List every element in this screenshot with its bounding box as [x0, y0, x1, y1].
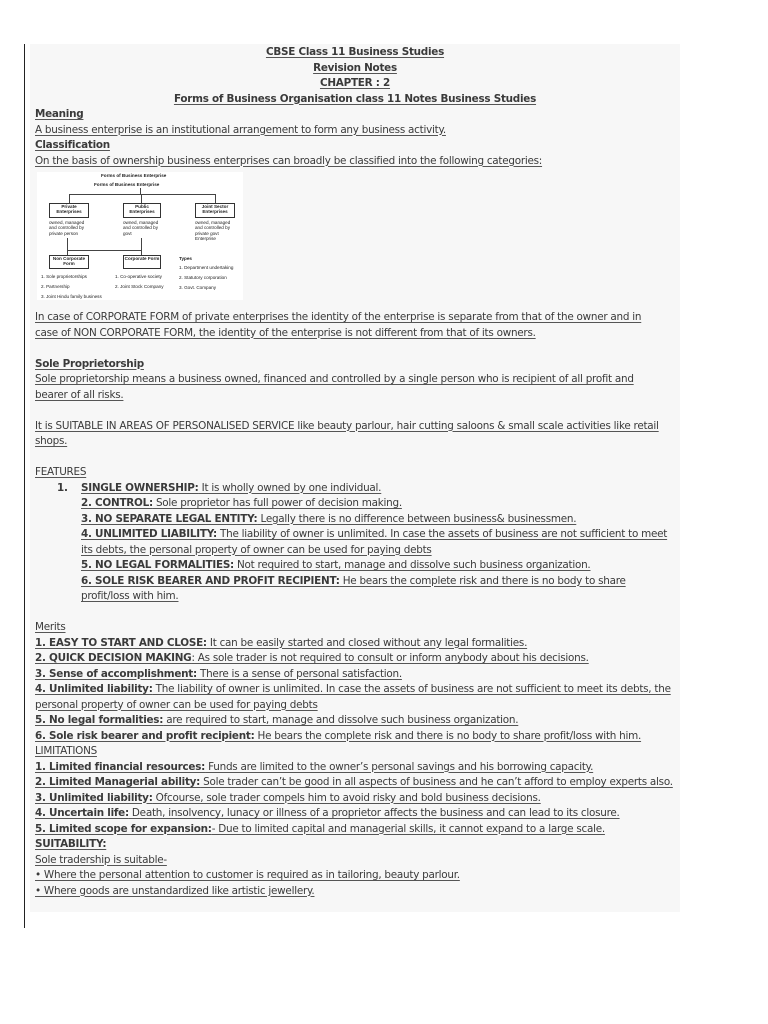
- chart-connector: [67, 250, 141, 251]
- limitation-label: 4. Uncertain life:: [35, 807, 129, 819]
- doc-title-line2: Revision Notes: [313, 61, 397, 74]
- merit-label: 4. Unlimited liability:: [35, 683, 153, 695]
- feature-item: [35, 527, 675, 558]
- suitability-heading: SUITABILITY:: [35, 838, 107, 850]
- spacer: [35, 450, 685, 466]
- chart-box-private: Private Enterprises: [49, 203, 89, 218]
- feature-label: 2. CONTROL:: [81, 497, 153, 509]
- feature-item: [35, 496, 685, 512]
- feature-text: Legally there is no difference between business& businessmen.: [257, 512, 577, 525]
- chart-types-item: 1. Department undertaking: [179, 265, 234, 270]
- chart-desc-private: owned, managed and controlled by private person: [49, 220, 85, 236]
- sole-prop-def-line2: bearer of all risks.: [35, 388, 124, 401]
- merit-label: 1. EASY TO START AND CLOSE:: [35, 636, 207, 649]
- feature-text: Not required to start, manage and dissolve such business organization.: [233, 559, 591, 571]
- corporate-note-line2: case of NON CORPORATE FORM, the identity of the enterprise is not different from that of its owners.: [35, 326, 536, 339]
- merit-text: : As sole trader is not required to consult or inform anybody about his decisions.: [191, 652, 589, 664]
- suitability-bullet: • Where the personal attention to customer is required as in tailoring, beauty parlour.: [35, 869, 460, 881]
- chart-types-label: Types: [179, 256, 192, 261]
- feature-item: [35, 512, 685, 528]
- limitation-label: 5. Limited scope for expansion:: [35, 822, 212, 835]
- merits-heading: Merits: [35, 621, 66, 633]
- merit-item: [35, 651, 685, 667]
- feature-label: 5. NO LEGAL FORMALITIES:: [81, 559, 234, 571]
- merit-label: 5. No legal formalities:: [35, 714, 164, 726]
- limitation-text: Death, insolvency, lunacy or illness of a proprietor affects the business and can lead to its closure.: [128, 807, 620, 819]
- meaning-text: A business enterprise is an institutional arrangement to form any business activity.: [35, 123, 446, 136]
- meaning-heading: Meaning: [35, 108, 84, 120]
- chart-connector: [69, 194, 70, 203]
- spacer: [35, 605, 685, 621]
- merit-item: [35, 667, 685, 683]
- limitation-item: [35, 806, 685, 822]
- limitation-label: 3. Unlimited liability:: [35, 791, 153, 804]
- feature-label: SINGLE OWNERSHIP:: [81, 481, 199, 494]
- left-margin-rule: [24, 44, 25, 928]
- document-body: [35, 45, 685, 899]
- chart-types-item: 3. Govt. Company: [179, 285, 217, 290]
- feature-label: 3. NO SEPARATE LEGAL ENTITY:: [81, 512, 258, 525]
- merit-item: [35, 729, 685, 745]
- spacer: [35, 403, 685, 419]
- feature-text: Sole proprietor has full power of decision making.: [152, 497, 402, 509]
- chart-box-joint: Joint Sector Enterprises: [195, 203, 235, 218]
- chart-noncorp-item: 3. Joint Hindu family business: [41, 294, 102, 299]
- merit-text: are required to start, manage and dissolve such business organization.: [163, 714, 519, 726]
- sole-prop-suitable-line1: It is SUITABLE IN AREAS OF PERSONALISED SERVICE like beauty parlour, hair cutting saloons & small scale activities like retail: [35, 419, 659, 432]
- doc-subtitle: Forms of Business Organisation class 11 Notes Business Studies: [173, 92, 537, 105]
- chart-subtitle: Forms of Business Enterprise: [94, 182, 160, 187]
- doc-chapter: CHAPTER : 2: [319, 77, 391, 89]
- corporate-note-line1: In case of CORPORATE FORM of private enterprises the identity of the enterprise is separate from that of the owner and in: [35, 311, 642, 323]
- chart-noncorp-item: 2. Partnership: [41, 284, 70, 289]
- limitations-heading: LIMITATIONS: [35, 745, 97, 757]
- org-chart-figure: [37, 172, 243, 300]
- feature-text: He bears the complete risk and there is no body to share profit/loss with him.: [81, 574, 626, 602]
- merit-item: [35, 636, 685, 652]
- merit-text: There is a sense of personal satisfaction.: [196, 667, 402, 680]
- chart-connector: [67, 238, 68, 250]
- doc-title-line1: CBSE Class 11 Business Studies: [265, 46, 445, 58]
- spacer: [35, 341, 685, 357]
- merit-item: [35, 713, 685, 729]
- chart-types-item: 2. Statutory corporation: [179, 275, 227, 280]
- chart-corp-item: 2. Joint Stock Company: [115, 284, 164, 289]
- features-heading: FEATURES: [35, 466, 87, 478]
- chart-desc-joint: owned, managed and controlled by private govt Enterprise: [195, 220, 231, 242]
- sole-prop-heading: Sole Proprietorship: [35, 357, 144, 370]
- merit-label: 3. Sense of accomplishment:: [35, 667, 197, 680]
- limitation-text: Sole trader can’t be good in all aspects of business and he can’t afford to employ experts also.: [200, 776, 673, 788]
- limitation-item: [35, 822, 685, 838]
- chart-connector: [215, 194, 216, 203]
- feature-text: It is wholly owned by one individual.: [198, 481, 382, 494]
- limitation-text: Ofcourse, sole trader compels him to avoid risky and bold business decisions.: [152, 791, 541, 804]
- chart-title: Forms of Business Enterprise: [101, 173, 167, 178]
- feature-number: 1.: [57, 481, 68, 494]
- suitability-bullet: • Where goods are unstandardized like artistic jewellery.: [35, 884, 315, 897]
- merit-label: 6. Sole risk bearer and profit recipient:: [35, 729, 255, 742]
- feature-item: [35, 558, 685, 574]
- merit-text: The liability of owner is unlimited. In case the assets of business are not sufficient to meet its debts, the personal property of owner can be used for paying debts: [35, 683, 671, 711]
- sole-prop-suitable-line2: shops.: [35, 435, 68, 447]
- sole-prop-def-line1: Sole proprietorship means a business owned, financed and controlled by a single person who is recipient of all profit and: [35, 373, 634, 385]
- suitability-intro: Sole tradership is suitable-: [35, 853, 167, 866]
- limitation-item: [35, 775, 685, 791]
- classification-text: On the basis of ownership business enterprises can broadly be classified into the following categories:: [35, 154, 543, 167]
- merit-text: It can be easily started and closed without any legal formalities.: [206, 636, 528, 649]
- classification-heading: Classification: [35, 139, 110, 151]
- merit-item: [35, 682, 675, 713]
- chart-noncorp-item: 1. Sole proprietorships: [41, 274, 87, 279]
- merit-label: 2. QUICK DECISION MAKING: [35, 652, 192, 664]
- limitation-item: [35, 791, 685, 807]
- chart-desc-public: owned, managed and controlled by govt: [123, 220, 159, 236]
- limitation-text: Funds are limited to the owner’s personal savings and his borrowing capacity.: [205, 760, 594, 773]
- limitation-label: 2. Limited Managerial ability:: [35, 776, 201, 788]
- feature-label: 6. SOLE RISK BEARER AND PROFIT RECIPIENT:: [81, 574, 340, 587]
- merit-text: He bears the complete risk and there is no body to share profit/loss with him.: [254, 729, 642, 742]
- chart-corp-item: 1. Co-operative society: [115, 274, 162, 279]
- chart-connector: [141, 238, 142, 250]
- feature-item: [35, 574, 675, 605]
- chart-box-noncorporate: Non Corporate Form: [49, 255, 89, 269]
- feature-label: 4. UNLIMITED LIABILITY:: [81, 528, 217, 540]
- feature-item: [35, 481, 685, 497]
- limitation-text: - Due to limited capital and managerial skills, it cannot expand to a large scale.: [211, 822, 605, 835]
- limitation-label: 1. Limited financial resources:: [35, 760, 206, 773]
- limitation-item: [35, 760, 685, 776]
- chart-box-corporate: Corporate Form: [123, 255, 161, 269]
- feature-text: The liability of owner is unlimited. In case the assets of business are not sufficient to meet its debts, the personal property of owner can be used for paying debts: [81, 528, 668, 556]
- chart-box-public: Public Enterprises: [123, 203, 161, 218]
- chart-connector: [141, 194, 142, 203]
- chart-connector: [69, 194, 215, 195]
